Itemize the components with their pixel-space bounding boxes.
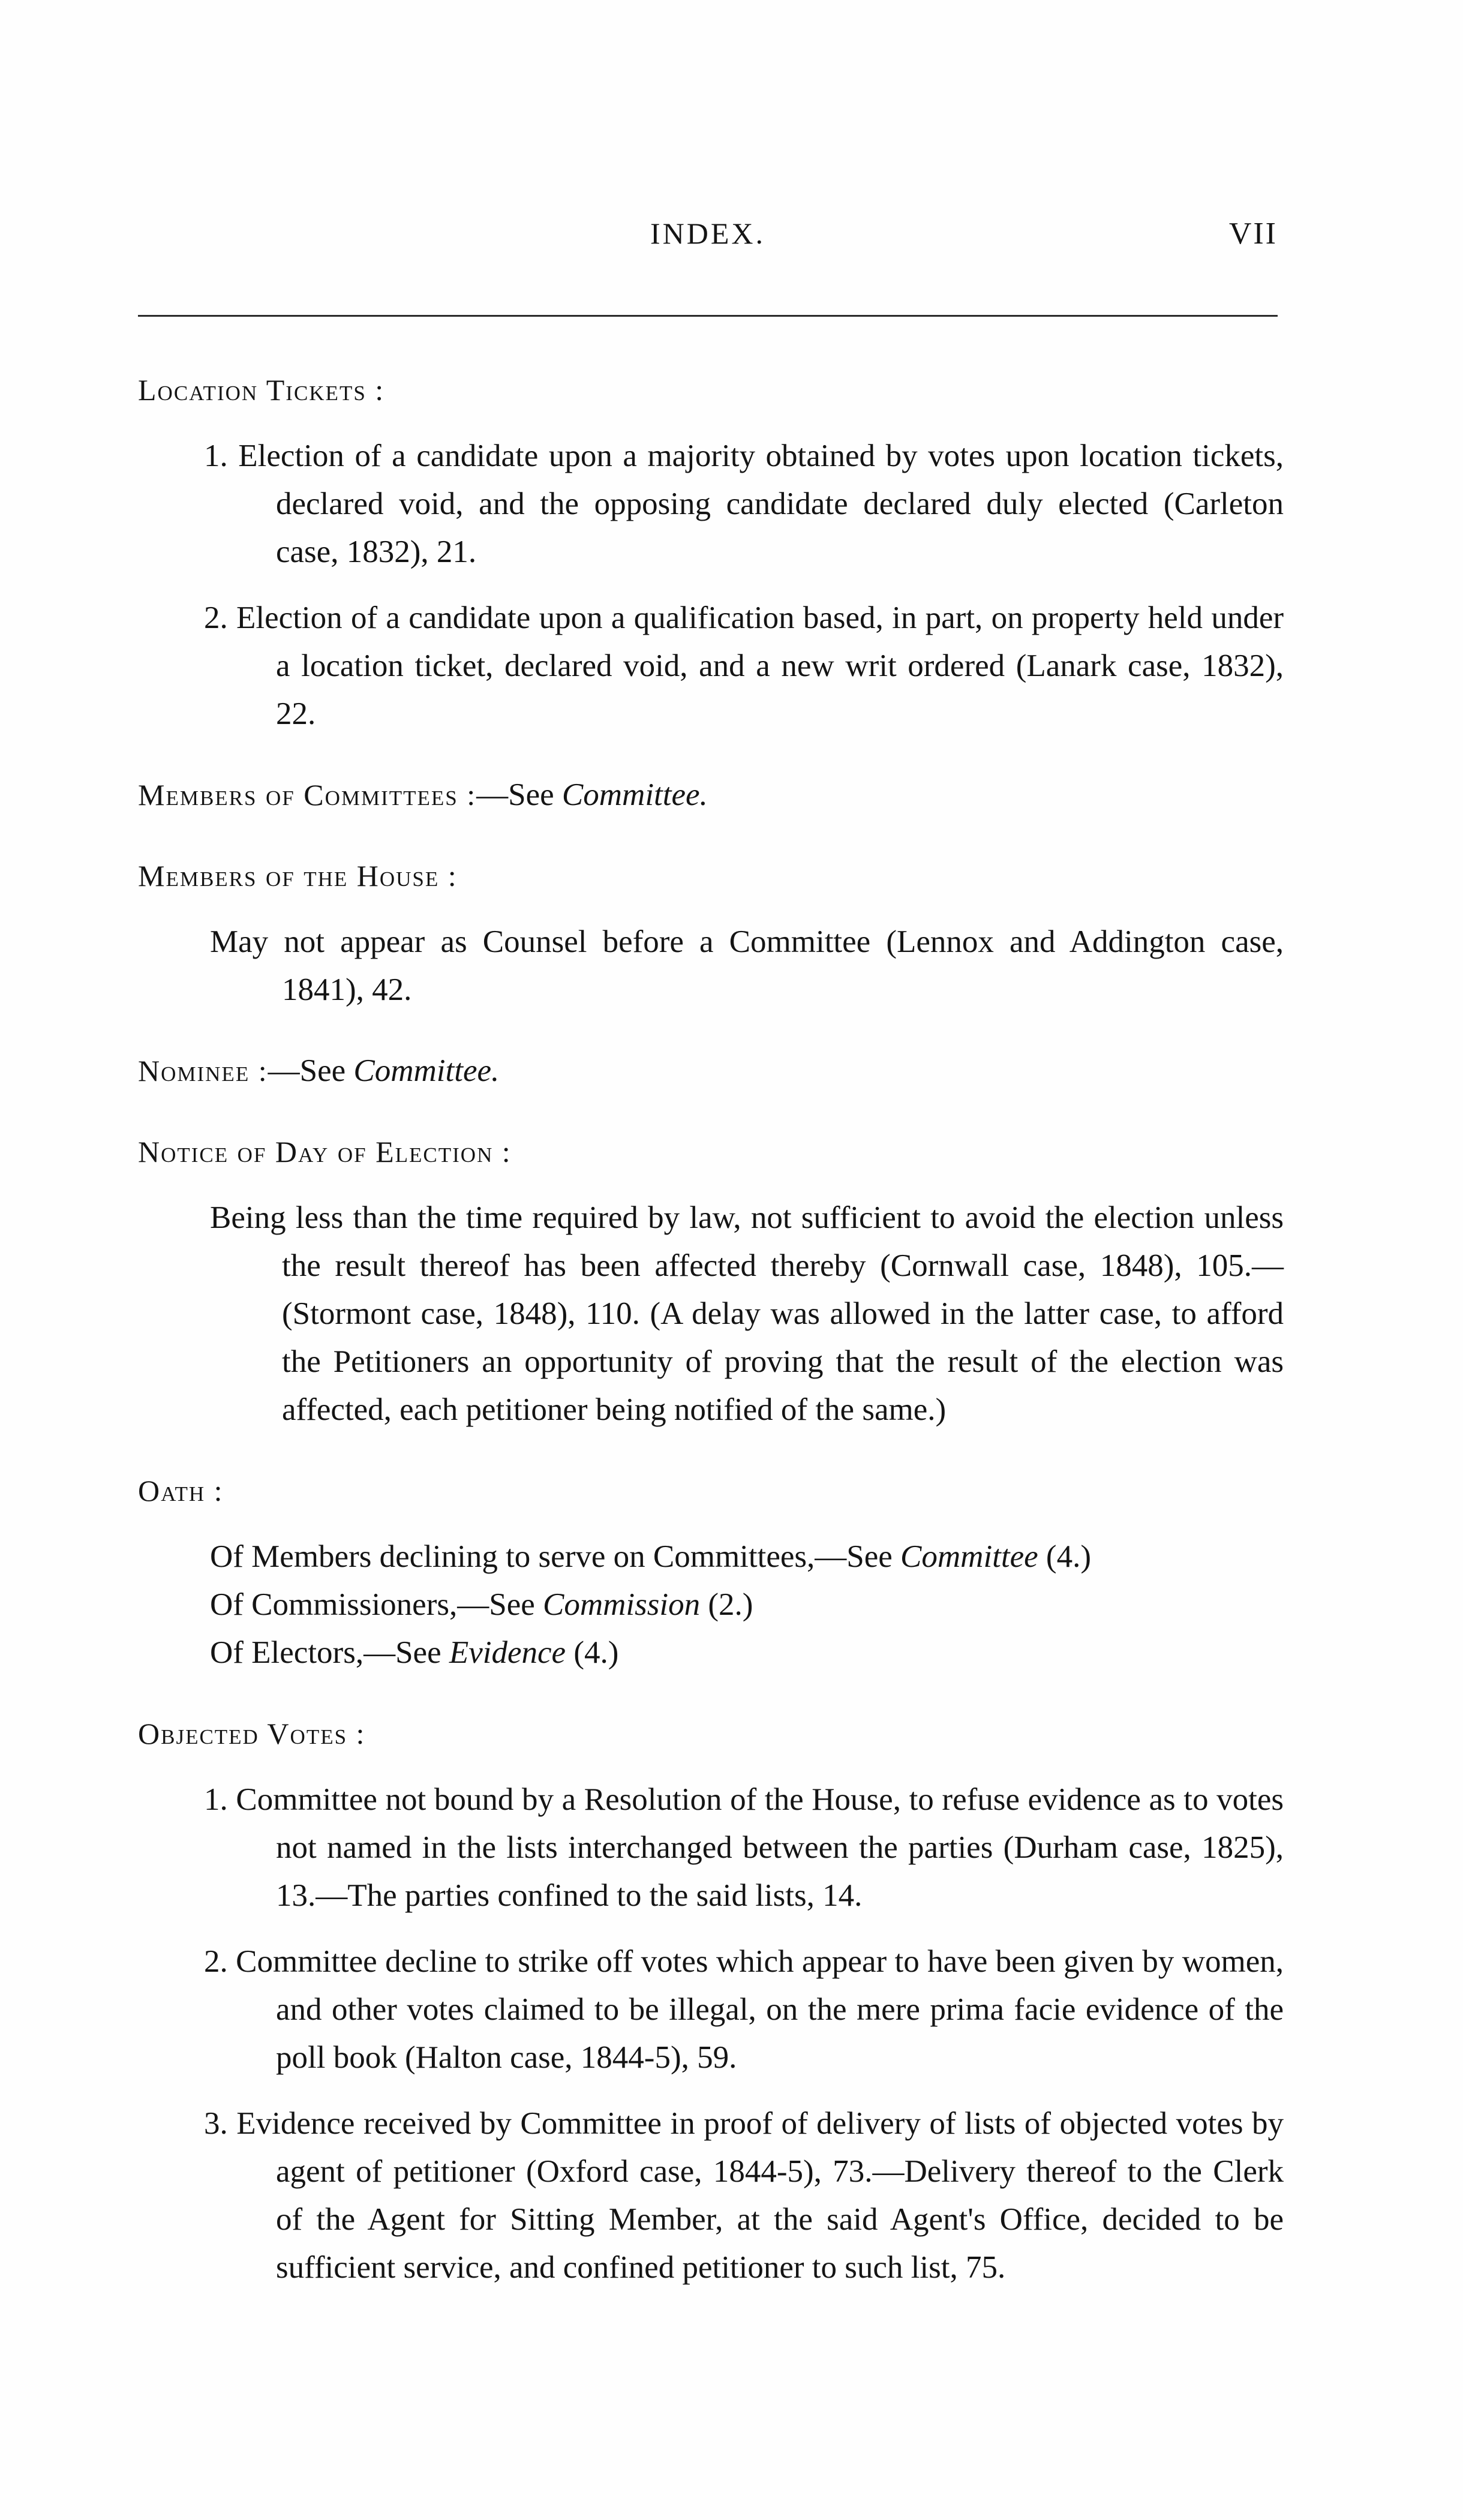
section-nominee bbox=[138, 1047, 1284, 1095]
oath-line-text: Of Electors,—See bbox=[210, 1635, 441, 1670]
oath-line-suffix: (4.) bbox=[566, 1635, 619, 1670]
oath-line bbox=[138, 1533, 1284, 1581]
index-entry: Being less than the time required by law, not sufficient to avoid the election unless the result thereof has been affected thereby (Cornwall case, 1848), 105.—(Stormont case, 1848), 110. (A delay was allowed in the latter case, to afford the Petitioners an opportunity of proving that the result of the election was affected, each petitioner being notified of the same.) bbox=[210, 1200, 1284, 1427]
index-entry: 3. Evidence received by Committee in proof of delivery of lists of objected votes by agent of petitioner (Oxford case, 1844-5), 73.—Delivery thereof to the Clerk of the Agent for Sitting Member, at the said Agent's Office, decided to be sufficient service, and confined petitioner to such list, 75. bbox=[204, 2106, 1284, 2285]
section-heading: Members of Committees : bbox=[138, 778, 477, 812]
cross-reference: Commission bbox=[543, 1587, 701, 1622]
oath-line-suffix: (2.) bbox=[700, 1587, 753, 1622]
oath-line-text: Of Members declining to serve on Committees,—See bbox=[210, 1539, 893, 1574]
section-members-of-the-house bbox=[138, 852, 1284, 1014]
index-entry: 1. Committee not bound by a Resolution of the House, to refuse evidence as to votes not named in the lists interchanged between the parties (Durham case, 1825), 13.—The parties confined to the said lists, 14. bbox=[204, 1782, 1284, 1913]
oath-line bbox=[138, 1581, 1284, 1629]
header-rule bbox=[138, 315, 1278, 317]
see-prefix: —See bbox=[476, 777, 554, 812]
index-entry: 1. Election of a candidate upon a majority obtained by votes upon location tickets, declared void, and the opposing candidate declared duly elected (Carleton case, 1832), 21. bbox=[204, 438, 1284, 569]
running-title: INDEX. bbox=[650, 217, 766, 250]
section-members-of-committees bbox=[138, 771, 1284, 819]
section-oath bbox=[138, 1467, 1284, 1677]
section-heading: Members of the House : bbox=[138, 859, 458, 893]
oath-line bbox=[138, 1629, 1284, 1677]
page-header bbox=[138, 216, 1278, 264]
section-objected-votes bbox=[138, 1710, 1284, 2291]
section-heading: Location Tickets : bbox=[138, 373, 385, 407]
section-heading: Nominee : bbox=[138, 1054, 268, 1088]
section-heading: Objected Votes : bbox=[138, 1717, 366, 1750]
section-heading: Notice of Day of Election : bbox=[138, 1135, 512, 1169]
oath-line-suffix: (4.) bbox=[1038, 1539, 1091, 1574]
index-content bbox=[138, 366, 1284, 2324]
cross-reference: Committee. bbox=[561, 777, 708, 812]
index-entry: 2. Election of a candidate upon a qualification based, in part, on property held under a location ticket, declared void, and a new writ ordered (Lanark case, 1832), 22. bbox=[204, 600, 1284, 731]
section-notice-of-day-of-election bbox=[138, 1128, 1284, 1434]
cross-reference: Committee. bbox=[353, 1053, 500, 1088]
cross-reference: Committee bbox=[900, 1539, 1038, 1574]
index-entry: 2. Committee decline to strike off votes which appear to have been given by women, and other votes claimed to be illegal, on the mere prima facie evidence of the poll book (Halton case, 1844-5), 59. bbox=[204, 1944, 1284, 2075]
oath-line-text: Of Commissioners,—See bbox=[210, 1587, 535, 1622]
cross-reference: Evidence bbox=[449, 1635, 566, 1670]
section-heading: Oath : bbox=[138, 1474, 224, 1507]
see-prefix: —See bbox=[268, 1053, 346, 1088]
section-location-tickets bbox=[138, 366, 1284, 738]
page-number: VII bbox=[1228, 217, 1278, 251]
index-entry: May not appear as Counsel before a Committee (Lennox and Addington case, 1841), 42. bbox=[210, 924, 1284, 1007]
